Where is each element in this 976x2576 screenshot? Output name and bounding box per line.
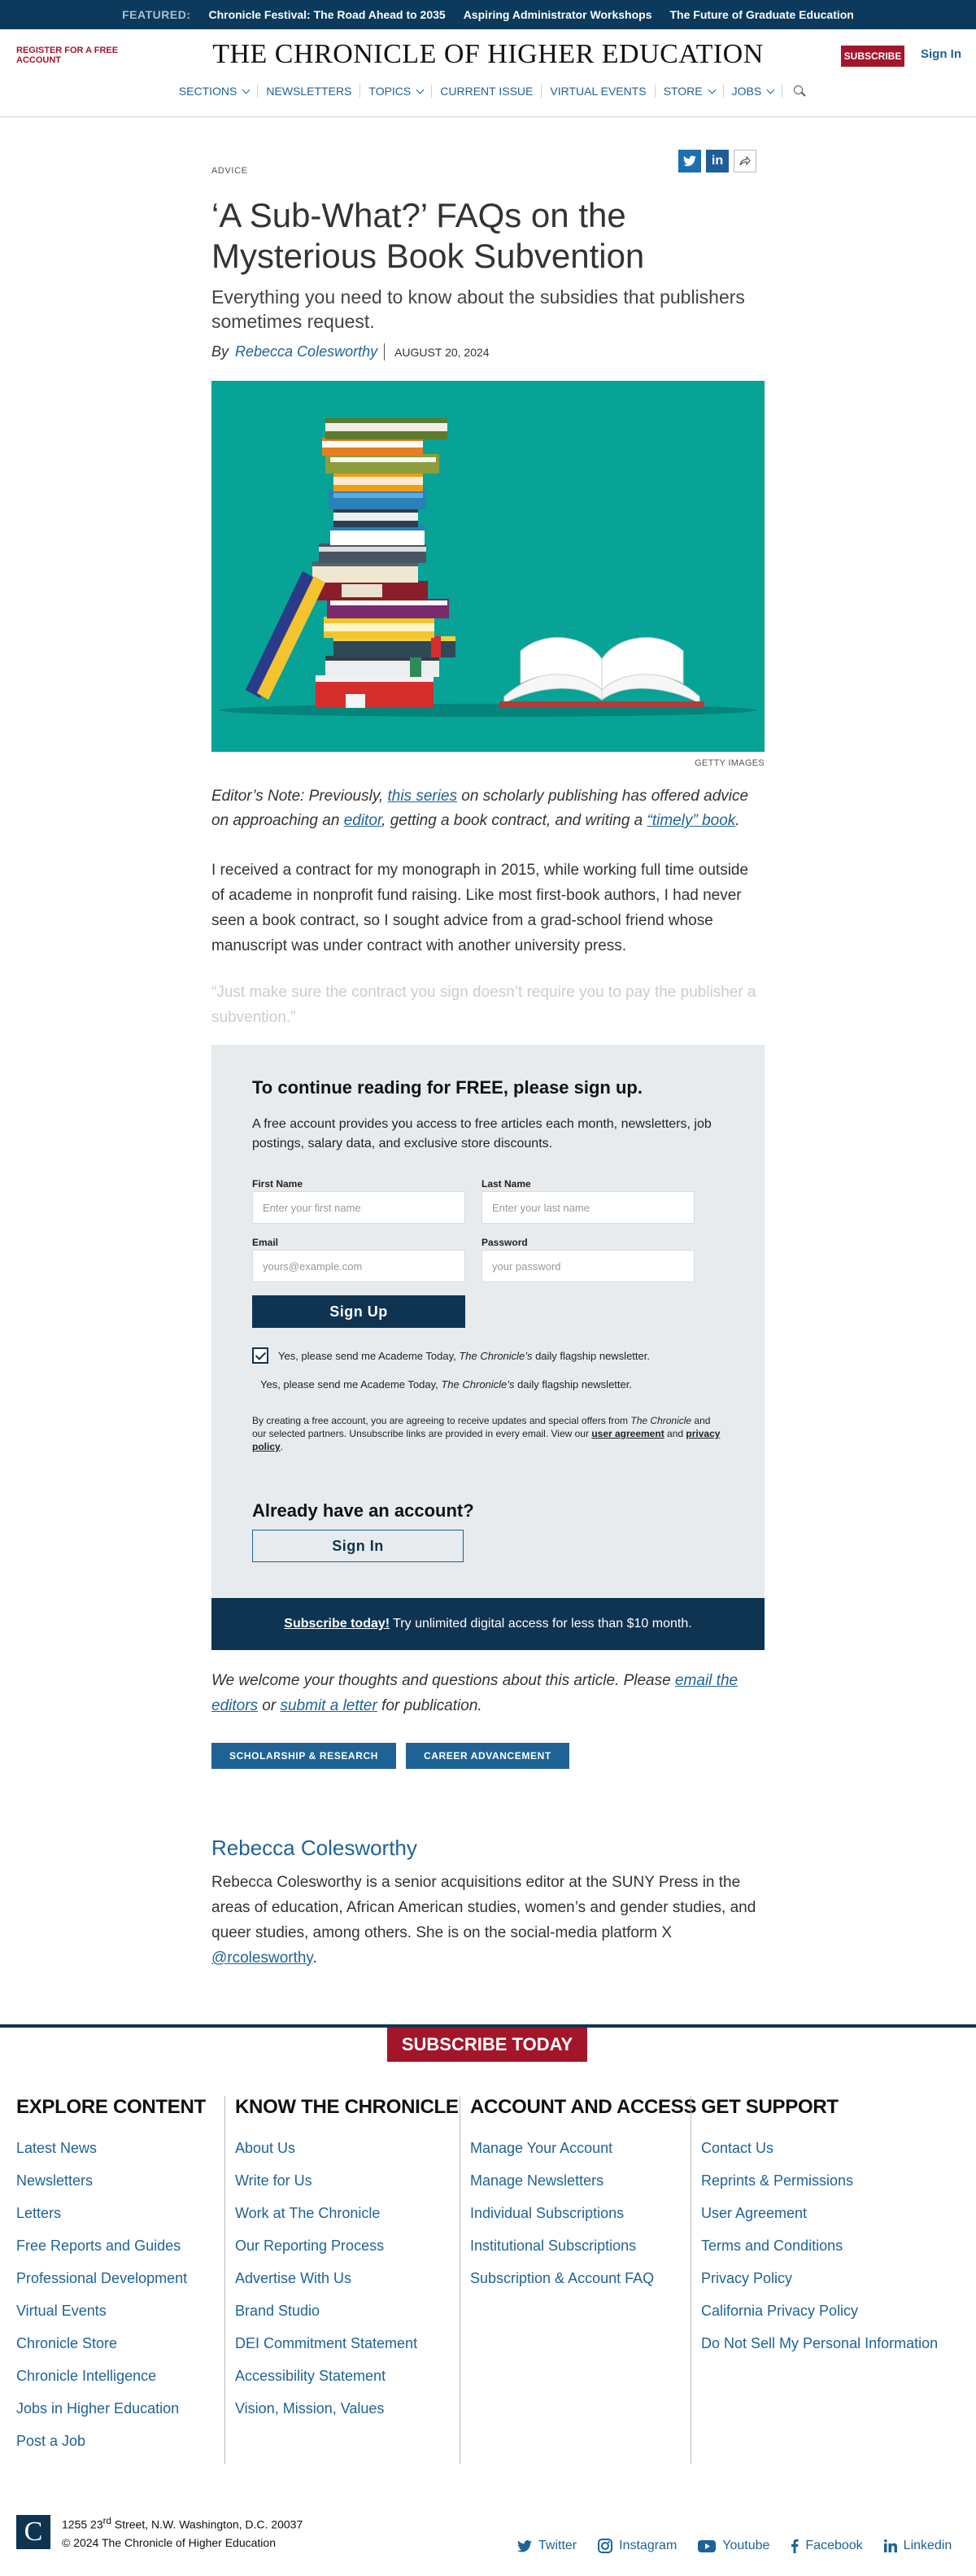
byline-prefix: By: [211, 343, 229, 360]
footer-column-title: KNOW THE CHRONICLE: [235, 2096, 459, 2118]
featured-link-workshops[interactable]: Aspiring Administrator Workshops: [463, 8, 652, 21]
nav-jobs-label: JOBS: [731, 85, 762, 98]
email-editors-link[interactable]: email the editors: [211, 1672, 739, 1714]
footer-link[interactable]: Advertise With Us: [235, 2270, 352, 2286]
footer-link[interactable]: Chronicle Store: [16, 2335, 118, 2351]
newsletter-opt-in-label: [278, 1350, 650, 1362]
nav-sections-label: SECTIONS: [178, 85, 237, 98]
subscribe-banner: [211, 1598, 765, 1650]
nav-jobs[interactable]: [724, 85, 783, 98]
footer-link[interactable]: Our Reporting Process: [235, 2238, 385, 2254]
hero-image-stacked-books: [211, 381, 765, 752]
newsletter-opt-in: [252, 1347, 650, 1364]
opt-in-text: daily flagship newsletter.: [532, 1349, 650, 1362]
footer-link[interactable]: Free Reports and Guides: [16, 2238, 181, 2254]
legal-text: .: [280, 1441, 284, 1452]
legal-text: and our selected partners. Unsubscribe links are provided in every email. View our: [252, 1415, 711, 1439]
author-bio-name[interactable]: Rebecca Colesworthy: [211, 1836, 417, 1860]
social-instagram[interactable]: [598, 2539, 677, 2553]
legal-text: and: [664, 1428, 686, 1439]
footer-address-block: [16, 2513, 303, 2552]
footer-subscribe-button[interactable]: SUBSCRIBE TODAY: [387, 2028, 587, 2062]
social-youtube[interactable]: [698, 2539, 769, 2553]
opt-in-publication: The Chronicle’s: [459, 1349, 533, 1362]
subscribe-banner-text: Try unlimited digital access for less than $10 month.: [393, 1617, 692, 1631]
footer-link[interactable]: Reprints & Permissions: [701, 2172, 854, 2189]
footer-link[interactable]: Letters: [16, 2205, 62, 2221]
paywall-title: To continue reading for FREE, please sign up.: [252, 1077, 643, 1098]
footer-link[interactable]: California Privacy Policy: [701, 2303, 859, 2319]
linkedin-share-button[interactable]: [706, 150, 729, 172]
footer-link[interactable]: Write for Us: [235, 2172, 312, 2189]
footer-link[interactable]: Accessibility Statement: [235, 2368, 386, 2384]
instagram-icon: [598, 2539, 612, 2553]
feedback-text: for publication.: [377, 1697, 482, 1714]
footer-link[interactable]: Work at The Chronicle: [235, 2205, 381, 2221]
already-account-title: Already have an account?: [252, 1500, 474, 1521]
footer-link[interactable]: Chronicle Intelligence: [16, 2368, 157, 2384]
privacy-policy-link[interactable]: privacy policy: [252, 1428, 721, 1452]
signup-button[interactable]: Sign Up: [252, 1295, 465, 1328]
nav-store[interactable]: [656, 85, 724, 98]
site-header: [0, 29, 976, 117]
footer-link[interactable]: Privacy Policy: [701, 2270, 793, 2286]
social-facebook[interactable]: [791, 2539, 862, 2553]
footer-column-account: [460, 2096, 696, 2464]
subscribe-today-link[interactable]: Subscribe today!: [284, 1617, 390, 1631]
signup-paywall: [211, 1045, 765, 1598]
chevron-down-icon: [708, 85, 716, 94]
footer-link[interactable]: Terms and Conditions: [701, 2238, 843, 2254]
editors-note: [211, 784, 765, 833]
footer-link[interactable]: User Agreement: [701, 2205, 808, 2221]
first-name-label: First Name: [252, 1178, 303, 1190]
social-label: Facebook: [805, 2539, 863, 2552]
password-label: Password: [481, 1237, 528, 1248]
byline: [211, 343, 490, 360]
paywall-signin-button[interactable]: Sign In: [252, 1530, 464, 1562]
tag-career-advancement[interactable]: CAREER ADVANCEMENT: [406, 1743, 569, 1769]
social-label: Instagram: [619, 2539, 678, 2552]
feedback-note: [211, 1668, 765, 1718]
nav-current-issue-label: CURRENT ISSUE: [440, 85, 534, 98]
footer-link[interactable]: Contact Us: [701, 2140, 774, 2156]
featured-bar: [0, 0, 976, 29]
social-twitter[interactable]: [517, 2539, 577, 2553]
social-linkedin[interactable]: [884, 2539, 952, 2553]
article-paragraph: I received a contract for my monograph in 2015, while working full time outside of academe in nonprofit fund raising. Like most first-book authors, I had never seen a book contract, so I sought advice from a grad-school friend whose manuscript was under contract with another university press.: [211, 862, 749, 954]
article-dek: Everything you need to know about the subsidies that publishers sometimes request.: [211, 286, 745, 332]
address-text: Street, N.W. Washington, D.C. 20037: [111, 2517, 303, 2531]
chevron-down-icon: [416, 85, 425, 94]
footer-link[interactable]: Subscription & Account FAQ: [470, 2270, 655, 2286]
footer-link[interactable]: DEI Commitment Statement: [235, 2335, 418, 2351]
address-ordinal: rd: [102, 2516, 111, 2526]
footer-column-explore: [16, 2096, 206, 2457]
email-field[interactable]: yours@example.com: [252, 1250, 465, 1282]
footer-link[interactable]: Manage Newsletters: [470, 2172, 604, 2189]
footer-column-support: [691, 2096, 938, 2464]
editor-link[interactable]: editor: [343, 812, 382, 829]
footer-link[interactable]: Latest News: [16, 2140, 98, 2156]
editors-note-text: .: [735, 812, 740, 829]
social-label: Youtube: [722, 2539, 770, 2552]
email-label: Email: [252, 1237, 279, 1248]
share-buttons: [678, 150, 756, 172]
timely-book-link[interactable]: “timely” book: [647, 812, 736, 829]
author-x-handle-link[interactable]: @rcolesworthy: [211, 1949, 313, 1967]
search-icon[interactable]: [794, 85, 805, 97]
submit-letter-link[interactable]: submit a letter: [280, 1697, 377, 1714]
newsletter-checkbox[interactable]: [252, 1347, 268, 1364]
article-section-label[interactable]: ADVICE: [211, 166, 248, 176]
masthead-logo[interactable]: THE CHRONICLE OF HIGHER EDUCATION: [212, 39, 764, 69]
nav-virtual-events-label: VIRTUAL EVENTS: [550, 85, 647, 98]
copyright: © 2024 The Chronicle of Higher Education: [62, 2535, 276, 2549]
twitter-icon: [683, 155, 696, 167]
publish-date: AUGUST 20, 2024: [394, 345, 490, 359]
twitter-icon: [517, 2540, 532, 2552]
topic-tags: [211, 1743, 569, 1769]
author-bio-text: .: [312, 1949, 317, 1967]
footer-link[interactable]: Jobs in Higher Education: [16, 2400, 180, 2417]
chevron-down-icon: [767, 85, 775, 94]
footer-link[interactable]: Manage Your Account: [470, 2140, 613, 2156]
editors-note-text: Editor’s Note: Previously,: [211, 788, 388, 805]
opt-in-text: daily flagship newsletter.: [514, 1378, 632, 1391]
footer-link[interactable]: Virtual Events: [16, 2303, 107, 2319]
nav-topics-label: TOPICS: [368, 85, 412, 98]
linkedin-icon: in: [711, 154, 724, 168]
legal-publication: The Chronicle: [630, 1415, 692, 1426]
footer-column-title: GET SUPPORT: [701, 2096, 839, 2118]
nav-topics[interactable]: [360, 85, 432, 98]
last-name-label: Last Name: [481, 1178, 531, 1190]
footer-column-title: ACCOUNT AND ACCESS: [470, 2096, 697, 2118]
last-name-field[interactable]: Enter your last name: [481, 1191, 695, 1224]
signin-link[interactable]: Sign In: [921, 47, 961, 61]
footer-column-know: [224, 2096, 459, 2464]
footer-link[interactable]: Vision, Mission, Values: [235, 2400, 385, 2417]
tag-scholarship-research[interactable]: SCHOLARSHIP & RESEARCH: [211, 1743, 396, 1769]
register-link[interactable]: REGISTER FOR A FREE ACCOUNT: [16, 46, 119, 65]
first-name-field[interactable]: Enter your first name: [252, 1191, 465, 1224]
main-nav: [0, 85, 976, 98]
address-text: 1255 23: [62, 2517, 103, 2531]
password-field[interactable]: your password: [481, 1250, 695, 1282]
subscribe-button[interactable]: SUBSCRIBE: [841, 46, 904, 67]
opt-in-text: Yes, please send me Academe Today,: [278, 1349, 460, 1362]
twitter-share-button[interactable]: [678, 150, 701, 172]
featured-link-festival[interactable]: Chronicle Festival: The Road Ahead to 2035: [208, 8, 446, 21]
legal-notice: [252, 1414, 724, 1453]
footer-column-title: EXPLORE CONTENT: [16, 2096, 206, 2118]
paywall-description: A free account provides you access to free articles each month, newsletters, job postings, salary data, and exclusive store discounts.: [252, 1117, 712, 1150]
footer-link[interactable]: Professional Development: [16, 2270, 188, 2286]
chevron-down-icon: [242, 85, 251, 94]
social-label: Linkedin: [903, 2539, 952, 2552]
footer-link[interactable]: Individual Subscriptions: [470, 2205, 625, 2221]
this-series-link[interactable]: this series: [387, 788, 458, 805]
editors-note-text: on scholarly publishing has offered advice on approaching an: [211, 788, 749, 829]
author-bio-text: Rebecca Colesworthy is a senior acquisitions editor at the SUNY Press in the areas of education, African American studies, women’s and gender studies, and queer studies, among others. She is on the social-media platform X: [211, 1874, 756, 1941]
nav-store-label: STORE: [663, 85, 703, 98]
footer-link[interactable]: About Us: [235, 2140, 296, 2156]
footer-address: [62, 2513, 303, 2552]
footer-link[interactable]: Newsletters: [16, 2172, 94, 2189]
nav-newsletters-label: NEWSLETTERS: [266, 85, 352, 98]
article-paragraph-faded: “Just make sure the contract you sign doesn’t require you to pay the publisher a subvention.”: [211, 984, 756, 1026]
footer-link[interactable]: Institutional Subscriptions: [470, 2238, 637, 2254]
linkedin-icon: [884, 2539, 897, 2552]
footer-link[interactable]: Brand Studio: [235, 2303, 320, 2319]
legal-text: By creating a free account, you are agreeing to receive updates and special offers from: [252, 1415, 631, 1426]
social-label: Twitter: [538, 2539, 577, 2552]
editors-note-text: , getting a book contract, and writing a: [381, 812, 647, 829]
street-address: [62, 2513, 303, 2534]
author-bio: [211, 1870, 765, 1971]
chronicle-logo-icon[interactable]: C: [16, 2515, 50, 2549]
author-link[interactable]: Rebecca Colesworthy: [235, 343, 385, 360]
opt-in-publication: The Chronicle’s: [441, 1378, 515, 1391]
share-button[interactable]: [734, 150, 756, 172]
share-arrow-icon: [739, 156, 751, 166]
facebook-icon: [791, 2539, 799, 2553]
social-links: [517, 2539, 952, 2553]
opt-in-text: Yes, please send me Academe Today,: [260, 1378, 442, 1391]
newsletter-opt-in-text: [260, 1378, 632, 1391]
featured-link-graduate[interactable]: The Future of Graduate Education: [669, 8, 854, 21]
nav-current-issue[interactable]: [432, 85, 542, 98]
feedback-text: We welcome your thoughts and questions about this article. Please: [211, 1672, 675, 1689]
feedback-text: or: [258, 1697, 281, 1714]
featured-label: FEATURED:: [122, 8, 191, 21]
nav-sections[interactable]: [171, 85, 259, 98]
nav-virtual-events[interactable]: [542, 85, 655, 98]
youtube-icon: [698, 2540, 716, 2552]
nav-newsletters[interactable]: [258, 85, 360, 98]
footer-link[interactable]: Do Not Sell My Personal Information: [701, 2335, 939, 2351]
image-credit: GETTY IMAGES: [695, 758, 765, 768]
article-headline: ‘A Sub-What?’ FAQs on the Mysterious Book Subvention: [211, 196, 645, 275]
user-agreement-link[interactable]: user agreement: [591, 1428, 664, 1439]
footer-link[interactable]: Post a Job: [16, 2433, 86, 2449]
